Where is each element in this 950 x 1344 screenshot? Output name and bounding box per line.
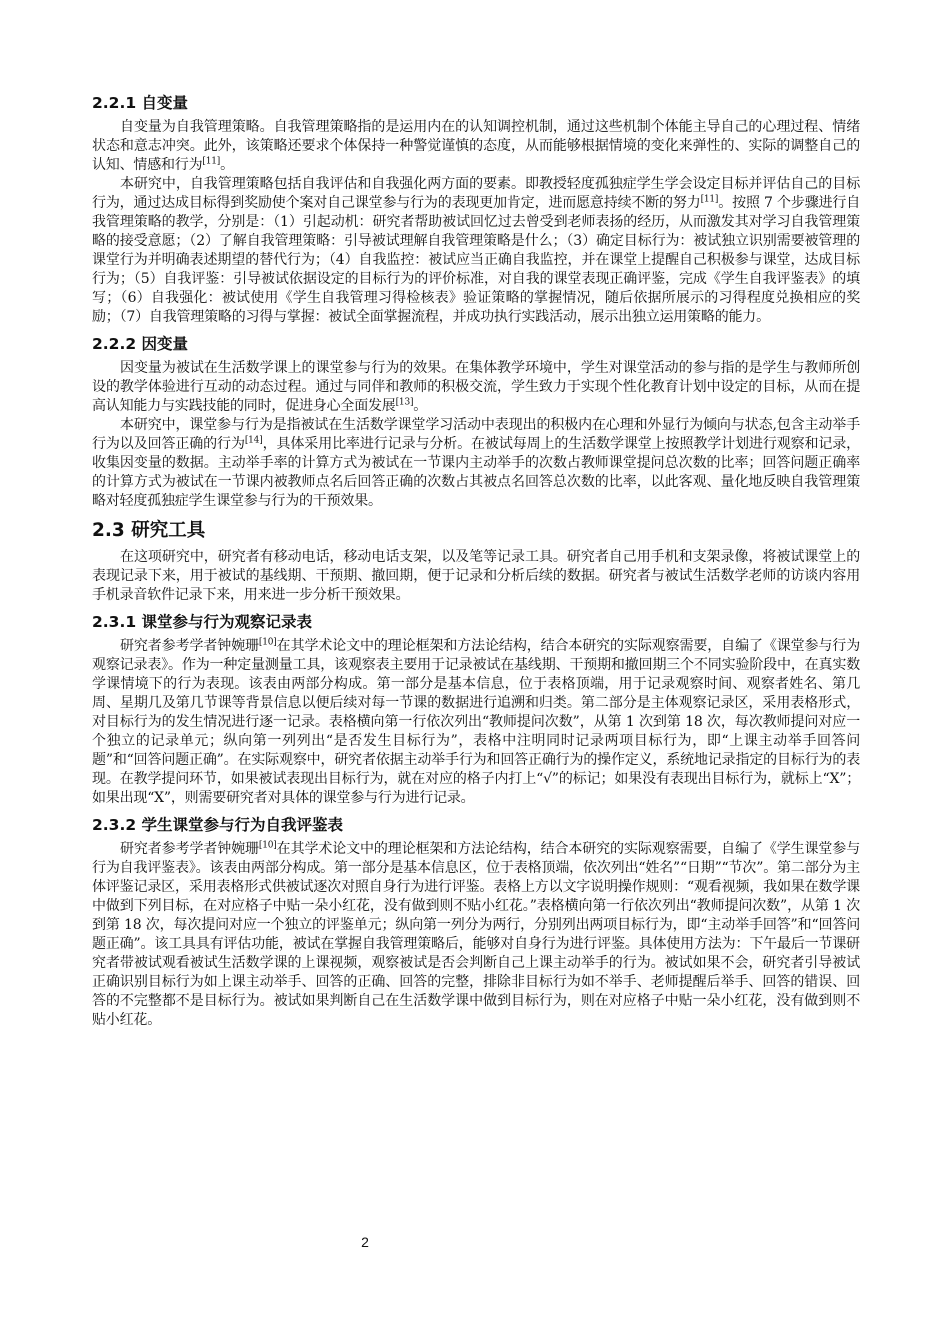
section-heading: 2.3 研究工具 (92, 520, 206, 541)
section-heading: 2.2.2 因变量 (92, 335, 189, 353)
citation-marker: [10] (258, 637, 277, 648)
paragraph-text: 研究者参考学者钟婉珊 (120, 841, 259, 857)
paragraph-text: 本研究中，自我管理策略包括自我评估和自我强化两方面的要素。即教授轻度孤独症学生学会设定目标并评估自己的目标行为，通过达成目标得到奖励使个案对自己课堂参与行为的表现更加肯定，进而愿意持续不断的努力 (92, 176, 860, 211)
paragraph-text: 在其学术论文中的理论框架和方法论结构，结合本研究的实际观察需要，自编了《课堂参与行为观察记录表》。作为一种定量测量工具，该观察表主要用于记录被试在基线期、干预期和撤回期三个不同实验阶段中，在真实数学课情境下的行为表现。该表由两部分构成。第一部分是基本信息，位于表格顶端，用于记录观察时间、观察者姓名、第几周、星期几及第几节课等背景信息以便后续对每一节课的数据进行追溯和归类。第二部分是主体观察记录区，采用表格形式，对目标行为的发生情况进行逐一记录。表格横向第一行依次列出“教师提问次数”，从第 1 次到第 18 次，每次教师提问对应一个独立的记录单元；纵向第一列列出“是否发生目标行为”，表格中注明同时记录两项目标行为，即“上课主动举手回答问题”和“回答问题正确”。在实际观察中，研究者依据主动举手行为和回答正确行为的操作定义，系统地记录指定的目标行为的表现。在教学提问环节，如果被试表现出目标行为，就在对应的格子内打上“√”的标记；如果没有表现出目标行为，就标上“X”；如果出现“X”，则需要研究者对具体的课堂参与行为进行记录。 (92, 638, 860, 806)
paragraph-text: 。 (220, 157, 234, 173)
citation-marker: [10] (258, 840, 277, 851)
body-paragraph (92, 175, 860, 327)
citation-marker: [11] (700, 194, 719, 205)
body-paragraph (92, 118, 860, 175)
citation-marker: [14] (244, 435, 263, 446)
paragraph-text: 。按照 7 个步骤进行自我管理策略的教学，分别是：（1）引起动机：研究者帮助被试回忆过去曾受到老师表扬的经历，从而激发其对学习自我管理策略的接受意愿；（2）了解自我管理策略：引导被试理解自我管理策略是什么；（3）确定目标行为：被试独立识别需要被管理的课堂行为并明确表述期望的替代行为；（4）自我监控：被试应当正确自我监控，并在课堂上提醒自己积极参与课堂，达成目标行为；（5）自我评鉴：引导被试依据设定的目标行为的评价标准，对自我的课堂表现正确评鉴，完成《学生自我评鉴表》的填写；（6）自我强化：被试使用《学生自我管理习得检核表》验证策略的掌握情况，随后依据所展示的习得程度兑换相应的奖励；（7）自我管理策略的习得与掌握：被试全面掌握流程，并成功执行实践活动，展示出独立运用策略的能力。 (92, 195, 860, 325)
section-heading: 2.2.1 自变量 (92, 94, 189, 112)
paragraph-text: 在这项研究中，研究者有移动电话，移动电话支架，以及笔等记录工具。研究者自己用手机和支架录像，将被试课堂上的表现记录下来，用于被试的基线期、干预期、撤回期，便于记录和分析后续的数据。研究者与被试生活数学老师的访谈内容用手机录音软件记录下来，用来进一步分析干预效果。 (92, 549, 860, 603)
page-number: 2 (361, 1234, 369, 1250)
paragraph-text: 因变量为被试在生活数学课上的课堂参与行为的效果。在集体教学环境中，学生对课堂活动的参与指的是学生与教师所创设的教学体验进行互动的动态过程。通过与同伴和教师的积极交流，学生致力于实现个性化教育计划中设定的目标，从而在提高认知能力与实践技能的同时，促进身心全面发展 (92, 360, 860, 414)
section-heading: 2.3.2 学生课堂参与行为自我评鉴表 (92, 816, 344, 834)
paragraph-text: ，具体采用比率进行记录与分析。在被试每周上的生活数学课堂上按照教学计划进行观察和记录，收集因变量的数据。主动举手率的计算方式为被试在一节课内主动举手的次数占教师课堂提问总次数的比率；回答问题正确率的计算方式为被试在一节课内被教师点名后回答正确的次数占其被点名回答总次数的比率，以此客观、量化地反映自我管理策略对轻度孤独症学生课堂参与行为的干预效果。 (92, 436, 860, 509)
paragraph-text: 本研究中，课堂参与行为是指被试在生活数学课堂学习活动中表现出的积极内在心理和外显行为倾向与状态,包含主动举手行为以及回答正确的行为 (92, 417, 860, 452)
body-paragraph (92, 548, 860, 605)
paragraph-text: 在其学术论文中的理论框架和方法论结构，结合本研究的实际观察需要，自编了《学生课堂参与行为自我评鉴表》。该表由两部分构成。第一部分是基本信息区，位于表格顶端，依次列出“姓名”“日期”“节次”。第二部分为主体评鉴记录区，采用表格形式供被试逐次对照自身行为进行评鉴。表格上方以文字说明操作规则：“观看视频，我如果在数学课中做到下列目标，在对应格子中贴一朵小红花，没有做到则不贴小红花。”表格横向第一行依次列出“教师提问次数”，从第 1 次到第 18 次，每次提问对应一个独立的评鉴单元；纵向第一列分为两行，分别列出两项目标行为，即“主动举手回答”和“回答问题正确”。该工具具有评估功能，被试在掌握自我管理策略后，能够对自身行为进行评鉴。具体使用方法为：下午最后一节课研究者带被试观看被试生活数学课的上课视频，观察被试是否会判断自己上课主动举手的行为。被试如果不会，研究者引导被试正确识别目标行为如上课主动举手、回答的正确、回答的完整，排除非目标行为如不举手、老师提醒后举手、回答的错误、回答的不完整都不是目标行为。被试如果判断自己在生活数学课中做到目标行为，则在对应格子中贴一朵小红花，没有做到则不贴小红花。 (92, 841, 860, 1028)
paragraph-text: 自变量为自我管理策略。自我管理策略指的是运用内在的认知调控机制，通过这些机制个体能主导自己的心理过程、情绪状态和意志冲突。此外，该策略还要求个体保持一种警觉谨慎的态度，从而能够根据情境的变化来弹性的、实际的调整自己的认知、情感和行为 (92, 119, 860, 173)
paragraph-text: 研究者参考学者钟婉珊 (120, 638, 259, 654)
body-paragraph (92, 637, 860, 808)
citation-marker: [11] (202, 156, 221, 167)
paragraph-text: 。 (413, 398, 428, 414)
body-paragraph (92, 416, 860, 511)
body-paragraph (92, 840, 860, 1030)
body-paragraph (92, 359, 860, 416)
citation-marker: [13] (395, 397, 414, 408)
page-body (92, 86, 860, 1030)
section-heading: 2.3.1 课堂参与行为观察记录表 (92, 613, 313, 631)
